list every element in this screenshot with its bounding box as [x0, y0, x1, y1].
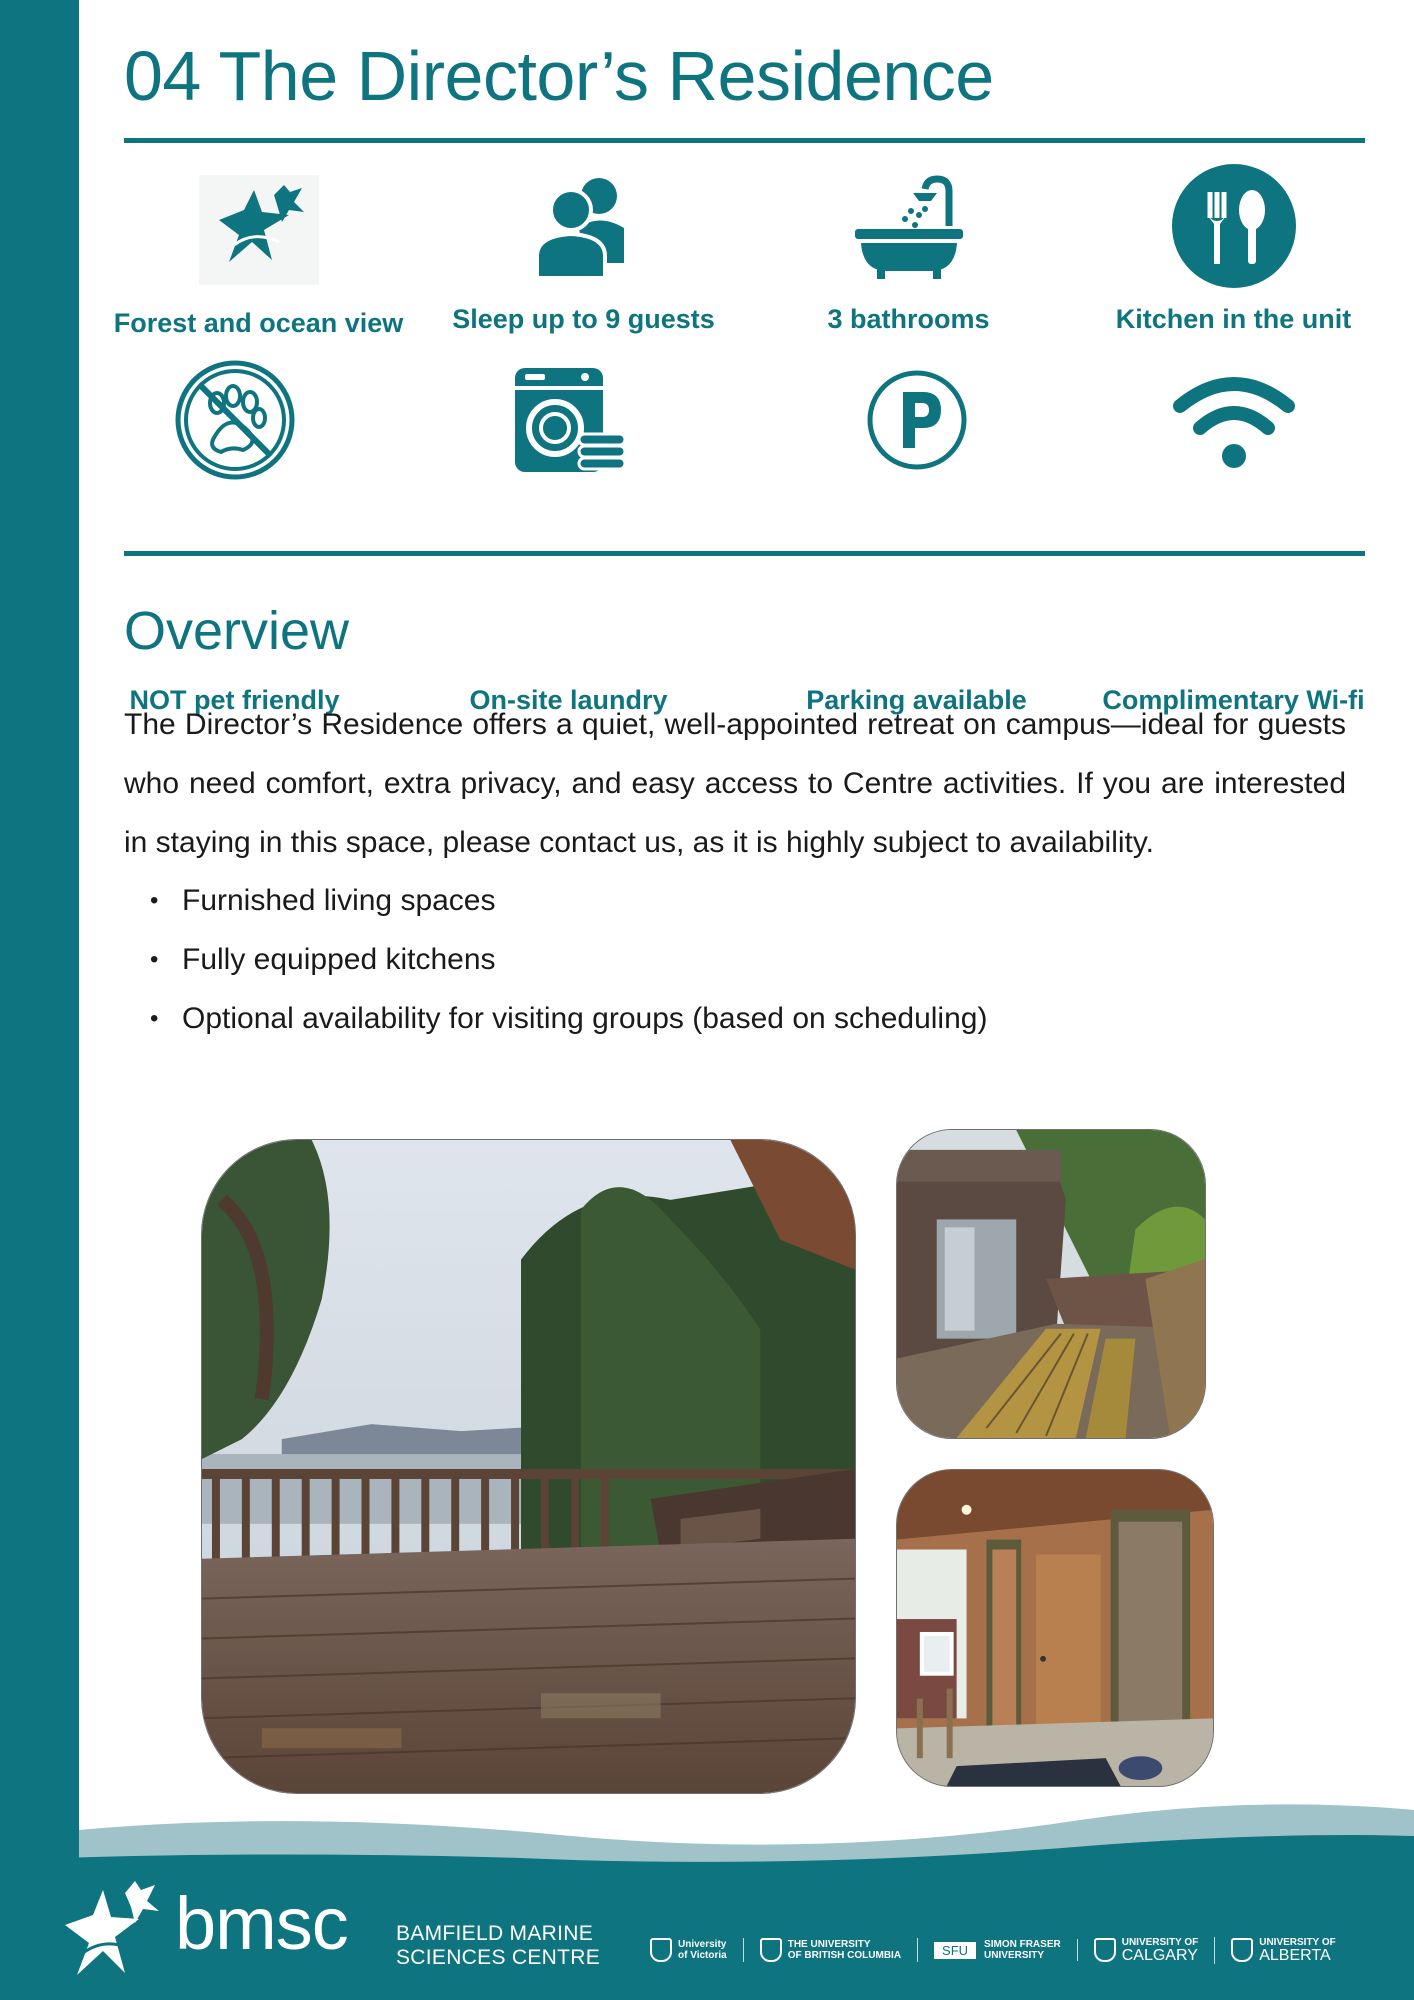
feature-list [124, 871, 1324, 1048]
amenity-label: On-site laundry [469, 685, 668, 715]
alberta-crest-icon [1231, 1938, 1253, 1962]
partner-alberta-logo [1215, 1937, 1352, 1964]
amenity-laundry [406, 355, 731, 715]
amenity-label: Sleep up to 9 guests [452, 304, 715, 334]
amenity-kitchen [1071, 146, 1396, 336]
wifi-icon [1164, 355, 1304, 485]
partner-line: THE UNIVERSITY [787, 1939, 871, 1950]
partner-line: SIMON FRASER [984, 1939, 1061, 1950]
list-item: • Optional availability for visiting groups (based on scheduling) [124, 989, 1324, 1048]
bottom-divider [124, 551, 1365, 556]
amenity-label: NOT pet friendly [129, 685, 340, 715]
partner-uvic-logo [634, 1938, 744, 1962]
amenity-label: 3 bathrooms [827, 304, 990, 334]
amenity-label: Complimentary Wi-fi [1102, 685, 1365, 715]
parking-icon [847, 355, 987, 485]
partner-line: UNIVERSITY OF [1121, 1936, 1199, 1948]
amenity-wifi [1071, 355, 1396, 715]
bathtub-icon [839, 158, 979, 293]
partner-line: University [678, 1939, 727, 1950]
laundry-icon [499, 355, 639, 485]
partner-line: of Victoria [678, 1950, 727, 1961]
deck-picnic-table-photo [896, 1129, 1206, 1439]
amenity-guests [421, 146, 746, 336]
overview-heading: Overview [124, 601, 350, 661]
amenity-label: Kitchen in the unit [1115, 304, 1352, 334]
partner-line: CALGARY [1121, 1946, 1198, 1964]
overview-paragraph: The Director’s Residence offers a quiet, well-appointed retreat on campus—ideal for guests who need comfort, extra privacy, and easy access to Centre activities. If you are interested in staying in this space, please contact us, as it is highly subject to availability. [124, 708, 1346, 859]
kitchen-icon [1164, 158, 1304, 293]
partner-line: OF BRITISH COLUMBIA [787, 1950, 902, 1961]
sfu-box: SFU [934, 1942, 976, 1959]
amenity-label: Forest and ocean view [113, 308, 404, 338]
list-item: • Furnished living spaces [124, 871, 1324, 930]
list-item: • Fully equipped kitchens [124, 930, 1324, 989]
no-pets-icon [165, 355, 305, 485]
entrance-doorway-photo [896, 1469, 1214, 1787]
amenity-parking [754, 355, 1079, 715]
amenity-bathrooms [746, 146, 1071, 336]
guests-icon [514, 158, 654, 293]
partner-calgary-logo [1078, 1937, 1216, 1964]
bmsc-full-name [396, 1922, 600, 1970]
amenity-label: Parking available [806, 685, 1027, 715]
forest-ocean-view-icon [189, 162, 329, 297]
amenity-forest-ocean-view [96, 150, 421, 340]
top-divider [124, 138, 1365, 143]
bmsc-name-line1: BAMFIELD MARINE [396, 1922, 594, 1945]
bmsc-name-line2: SCIENCES CENTRE [396, 1946, 601, 1969]
partner-ubc-logo [744, 1938, 918, 1962]
calgary-crest-icon [1094, 1938, 1116, 1962]
partner-line: UNIVERSITY OF [1259, 1936, 1336, 1948]
ubc-crest-icon [760, 1938, 782, 1962]
uvic-crest-icon [650, 1938, 672, 1962]
bmsc-wordmark: bmsc [175, 1882, 348, 1965]
left-accent-bar [0, 0, 79, 2000]
partner-line: UNIVERSITY [984, 1950, 1045, 1961]
bmsc-logo-mark-icon [55, 1875, 165, 1985]
deck-ocean-view-photo [201, 1139, 856, 1794]
partner-logos [634, 1928, 1374, 1972]
page-title: 04 The Director’s Residence [124, 37, 994, 115]
partner-sfu-logo [918, 1939, 1078, 1961]
partner-line: ALBERTA [1259, 1946, 1331, 1964]
